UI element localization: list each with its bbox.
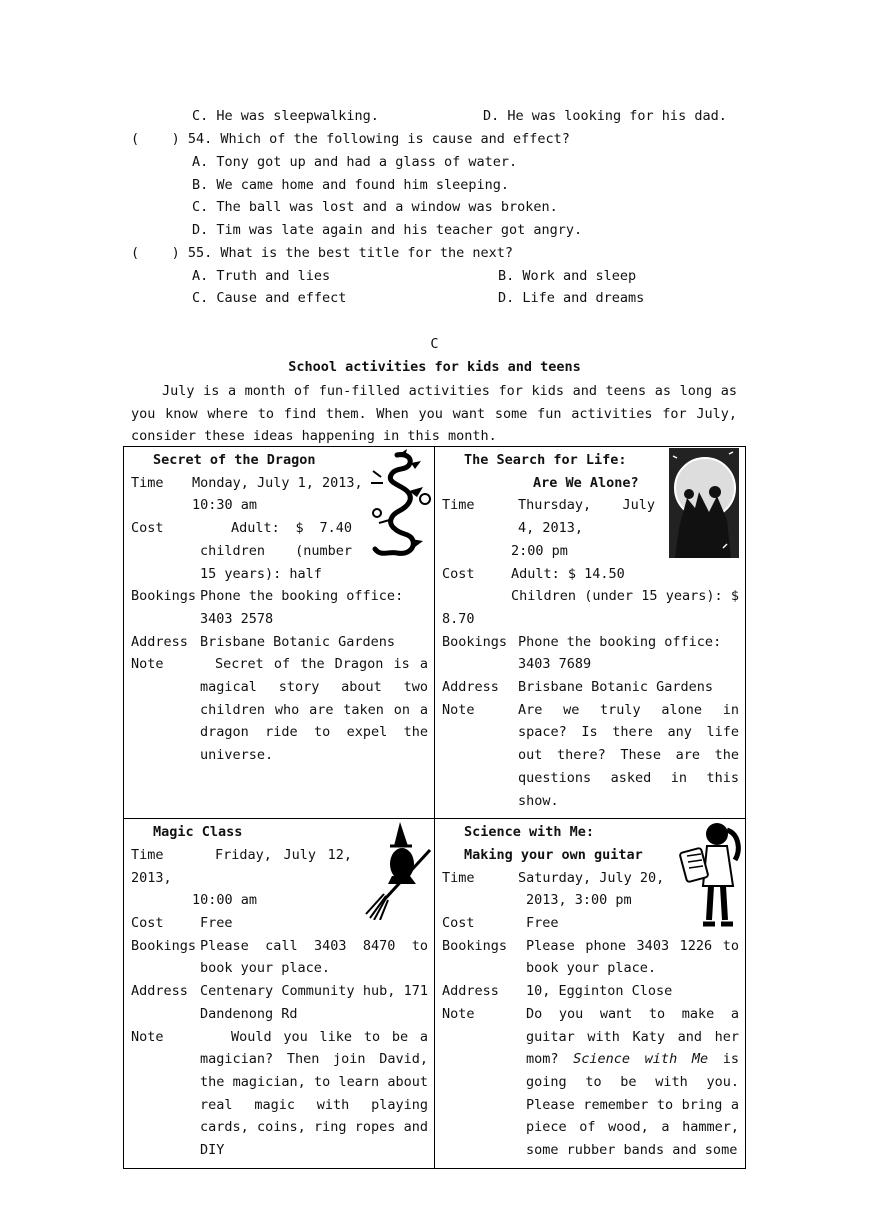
q54-stem: ( ) 54. Which of the following is cause and effect?	[131, 131, 570, 147]
science-time1: Saturday, July 20,	[518, 869, 665, 886]
label-time: Time	[442, 869, 475, 886]
q53-option-c: C. He was sleepwalking.	[192, 108, 379, 124]
label-cost: Cost	[131, 915, 164, 932]
q55-option-c: C. Cause and effect	[192, 290, 347, 306]
search-bookings: Phone the booking office: 3403 7689	[518, 633, 722, 673]
q55-option-d: D. Life and dreams	[498, 290, 645, 306]
search-title1: The Search for Life:	[464, 452, 627, 468]
label-time: Time	[131, 474, 164, 491]
magic-address: Centenary Community hub, 171 Dandenong Rd	[200, 983, 428, 1022]
cell-dragon	[124, 447, 435, 819]
science-note-b: is going to be with you. Please remember to bring a piece of wood, a hammer, some rubber bands and some	[526, 1051, 739, 1159]
search-note: Are we truly alone in space? Is there any life out there? These are the questions asked in this show.	[518, 701, 739, 809]
science-title1: Science with Me:	[464, 824, 595, 841]
search-title2: Are We Alone?	[533, 474, 639, 491]
dragon-time1: Monday, July 1, 2013,	[192, 474, 363, 491]
witch-icon	[364, 820, 434, 920]
magic-bookings: Please call 3403 8470 to book your place.	[200, 937, 428, 977]
label-cost: Cost	[442, 915, 475, 932]
label-address: Address	[442, 983, 499, 1000]
dragon-cost: Adult: $ 7.40 children (number 15 years): half	[200, 520, 352, 582]
label-time: Time	[131, 846, 164, 863]
search-cost2: Children (under 15 years): $ 8.70	[442, 588, 739, 627]
magic-time1: Friday, July 12, 2013,	[131, 846, 352, 886]
q54-option-c: C. The ball was lost and a window was broken.	[192, 199, 558, 215]
science-note-a: Do you want to make a guitar with Katy and her mom?	[526, 1005, 739, 1068]
dragon-title: Secret of the Dragon	[153, 452, 316, 468]
passage-intro: July is a month of fun-filled activities for kids and teens as long as you know where to find them. When you want some fun activities for July, consider these ideas happening in this month.	[131, 383, 737, 445]
label-note: Note	[131, 656, 164, 673]
space-life-icon	[669, 448, 739, 558]
magic-time2: 10:00 am	[192, 892, 258, 909]
dragon-address: Brisbane Botanic Gardens	[200, 633, 396, 650]
dragon-bookings: Phone the booking office: 3403 2578	[200, 588, 404, 627]
magic-note: Would you like to be a magician? Then join David, the magician, to learn about real magic with playing cards, coins, ring ropes and DIY	[200, 1028, 428, 1159]
label-address: Address	[442, 679, 499, 696]
search-time1: Thursday, July 4, 2013,	[518, 497, 655, 537]
science-title2: Making your own guitar	[464, 846, 643, 863]
label-bookings: Bookings	[442, 937, 508, 954]
label-bookings: Bookings	[131, 588, 197, 605]
girl-with-guitar-icon	[679, 820, 745, 930]
dragon-time2: 10:30 am	[192, 497, 258, 514]
science-bookings: Please phone 3403 1226 to book your place.	[526, 937, 739, 977]
cell-science	[435, 819, 746, 1169]
label-time: Time	[442, 497, 475, 514]
q54-option-b: B. We came home and found him sleeping.	[192, 177, 509, 193]
label-cost: Cost	[442, 565, 475, 582]
label-address: Address	[131, 633, 188, 650]
science-time2: 2013, 3:00 pm	[526, 892, 632, 909]
cell-search	[435, 447, 746, 819]
q55-stem: ( ) 55. What is the best title for the next?	[131, 245, 514, 261]
label-bookings: Bookings	[131, 937, 197, 954]
activities-table	[123, 446, 746, 1169]
magic-title: Magic Class	[153, 824, 243, 841]
q55-option-b: B. Work and sleep	[498, 268, 637, 284]
science-note	[526, 1003, 739, 1162]
science-note-emphasis: Science with Me	[573, 1051, 709, 1068]
cell-magic	[124, 819, 435, 1169]
search-time2: 2:00 pm	[511, 542, 568, 559]
label-cost: Cost	[131, 520, 164, 537]
q53-option-d: D. He was looking for his dad.	[483, 108, 727, 124]
label-note: Note	[442, 701, 475, 718]
label-note: Note	[131, 1028, 164, 1045]
q54-option-d: D. Tim was late again and his teacher got angry.	[192, 222, 583, 238]
science-address: 10, Egginton Close	[526, 983, 673, 1000]
q54-option-a: A. Tony got up and had a glass of water.	[192, 154, 518, 170]
dragon-icon	[367, 449, 437, 561]
label-bookings: Bookings	[442, 633, 508, 650]
search-cost1: Adult: $ 14.50	[511, 565, 625, 582]
search-address: Brisbane Botanic Gardens	[518, 679, 714, 696]
passage-title: School activities for kids and teens	[288, 359, 581, 375]
label-address: Address	[131, 983, 188, 1000]
label-note: Note	[442, 1005, 475, 1022]
science-cost: Free	[526, 915, 559, 932]
q55-option-a: A. Truth and lies	[192, 268, 331, 284]
dragon-note: Secret of the Dragon is a magical story about two children who are taken on a dragon ride to expel the universe.	[200, 656, 428, 764]
section-letter: C	[430, 336, 439, 352]
magic-cost: Free	[200, 915, 233, 932]
